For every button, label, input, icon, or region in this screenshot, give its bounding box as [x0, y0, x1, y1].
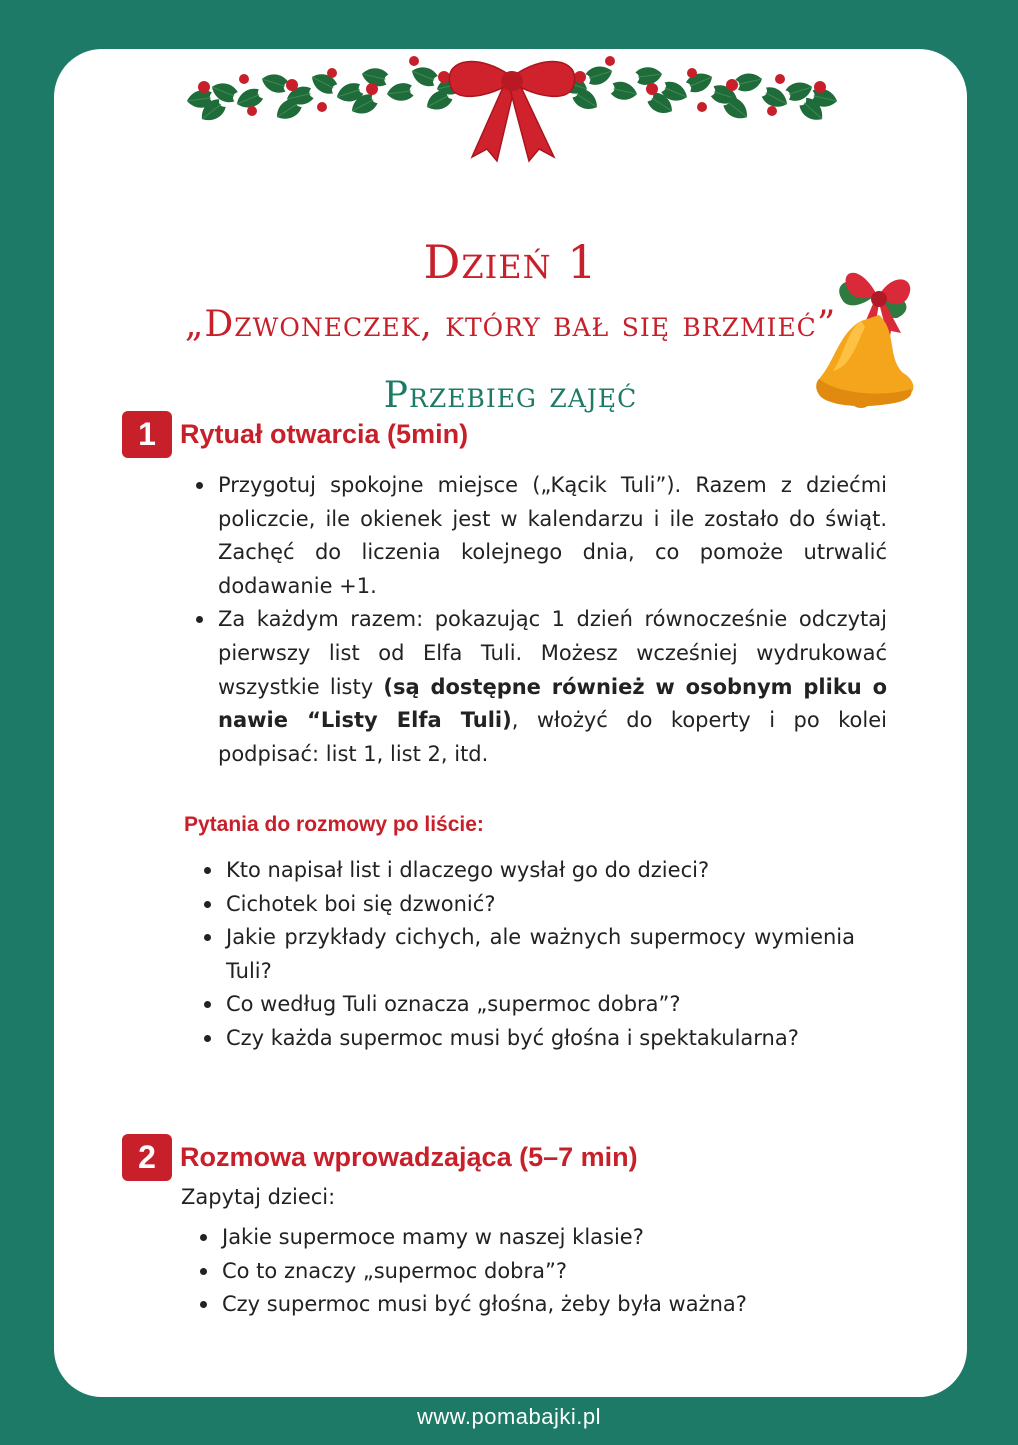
ritual-steps-list — [190, 469, 887, 771]
list-item: Jakie przykłady cichych, ale ważnych supermocy wymienia Tuli? — [198, 921, 855, 988]
list-item: Jakie supermoce mamy w naszej klasie? — [194, 1221, 894, 1255]
list-item-bold-text: (są dostępne również w osobnym pliku o nawie “Listy Elfa Tuli) — [218, 674, 887, 733]
story-title: „Dzwoneczek, który bał się brzmieć” — [184, 304, 837, 345]
discussion-questions-list — [198, 854, 855, 1055]
day-title: Dzień 1 — [423, 235, 598, 289]
section-title: Rytuał otwarcia (5min) — [180, 419, 469, 449]
footer-website-link[interactable]: www.pomabajki.pl — [416, 1404, 602, 1429]
list-item: Co to znaczy „supermoc dobra”? — [194, 1255, 894, 1289]
list-item: Przygotuj spokojne miejsce („Kącik Tuli”). Razem z dziećmi policzcie, ile okienek jest w kalendarzu i ile zostało do świąt. Zachęć do liczenia kolejnego dnia, co pomoże utrwalić dodawanie +1. — [190, 469, 887, 603]
section-number-badge: 2 — [122, 1134, 172, 1181]
list-item: Czy supermoc musi być głośna, żeby była ważna? — [194, 1288, 894, 1322]
intro-questions-list — [194, 1221, 894, 1322]
section-1-heading — [122, 411, 468, 458]
list-item: Cichotek boi się dzwonić? — [198, 888, 855, 922]
page-card — [54, 49, 967, 1397]
section-title: Rozmowa wprowadzająca (5–7 min) — [180, 1142, 638, 1172]
list-item: Czy każda supermoc musi być głośna i spektakularna? — [198, 1022, 855, 1056]
list-item — [190, 603, 887, 771]
list-item: Kto napisał list i dlaczego wysłał go do dzieci? — [198, 854, 855, 888]
lesson-plan-subtitle: Przebieg zajęć — [383, 375, 638, 416]
questions-heading: Pytania do rozmowy po liście: — [184, 813, 484, 836]
list-item: Co według Tuli oznacza „supermoc dobra”? — [198, 988, 855, 1022]
list-item-text: , włożyć do koperty i po kolei podpisać: list 1, list 2, itd. — [218, 708, 887, 766]
holly-garland-decoration — [182, 49, 842, 164]
section-number-badge: 1 — [122, 411, 172, 458]
section-intro: Zapytaj dzieci: — [181, 1185, 336, 1209]
list-item-text: Za każdym razem: pokazując 1 dzień równocześnie odczytaj pierwszy list od Elfa Tuli. Możesz wcześniej wydrukować wszystkie listy — [218, 607, 887, 699]
section-2-heading — [122, 1134, 638, 1181]
christmas-bell-icon — [799, 261, 919, 413]
